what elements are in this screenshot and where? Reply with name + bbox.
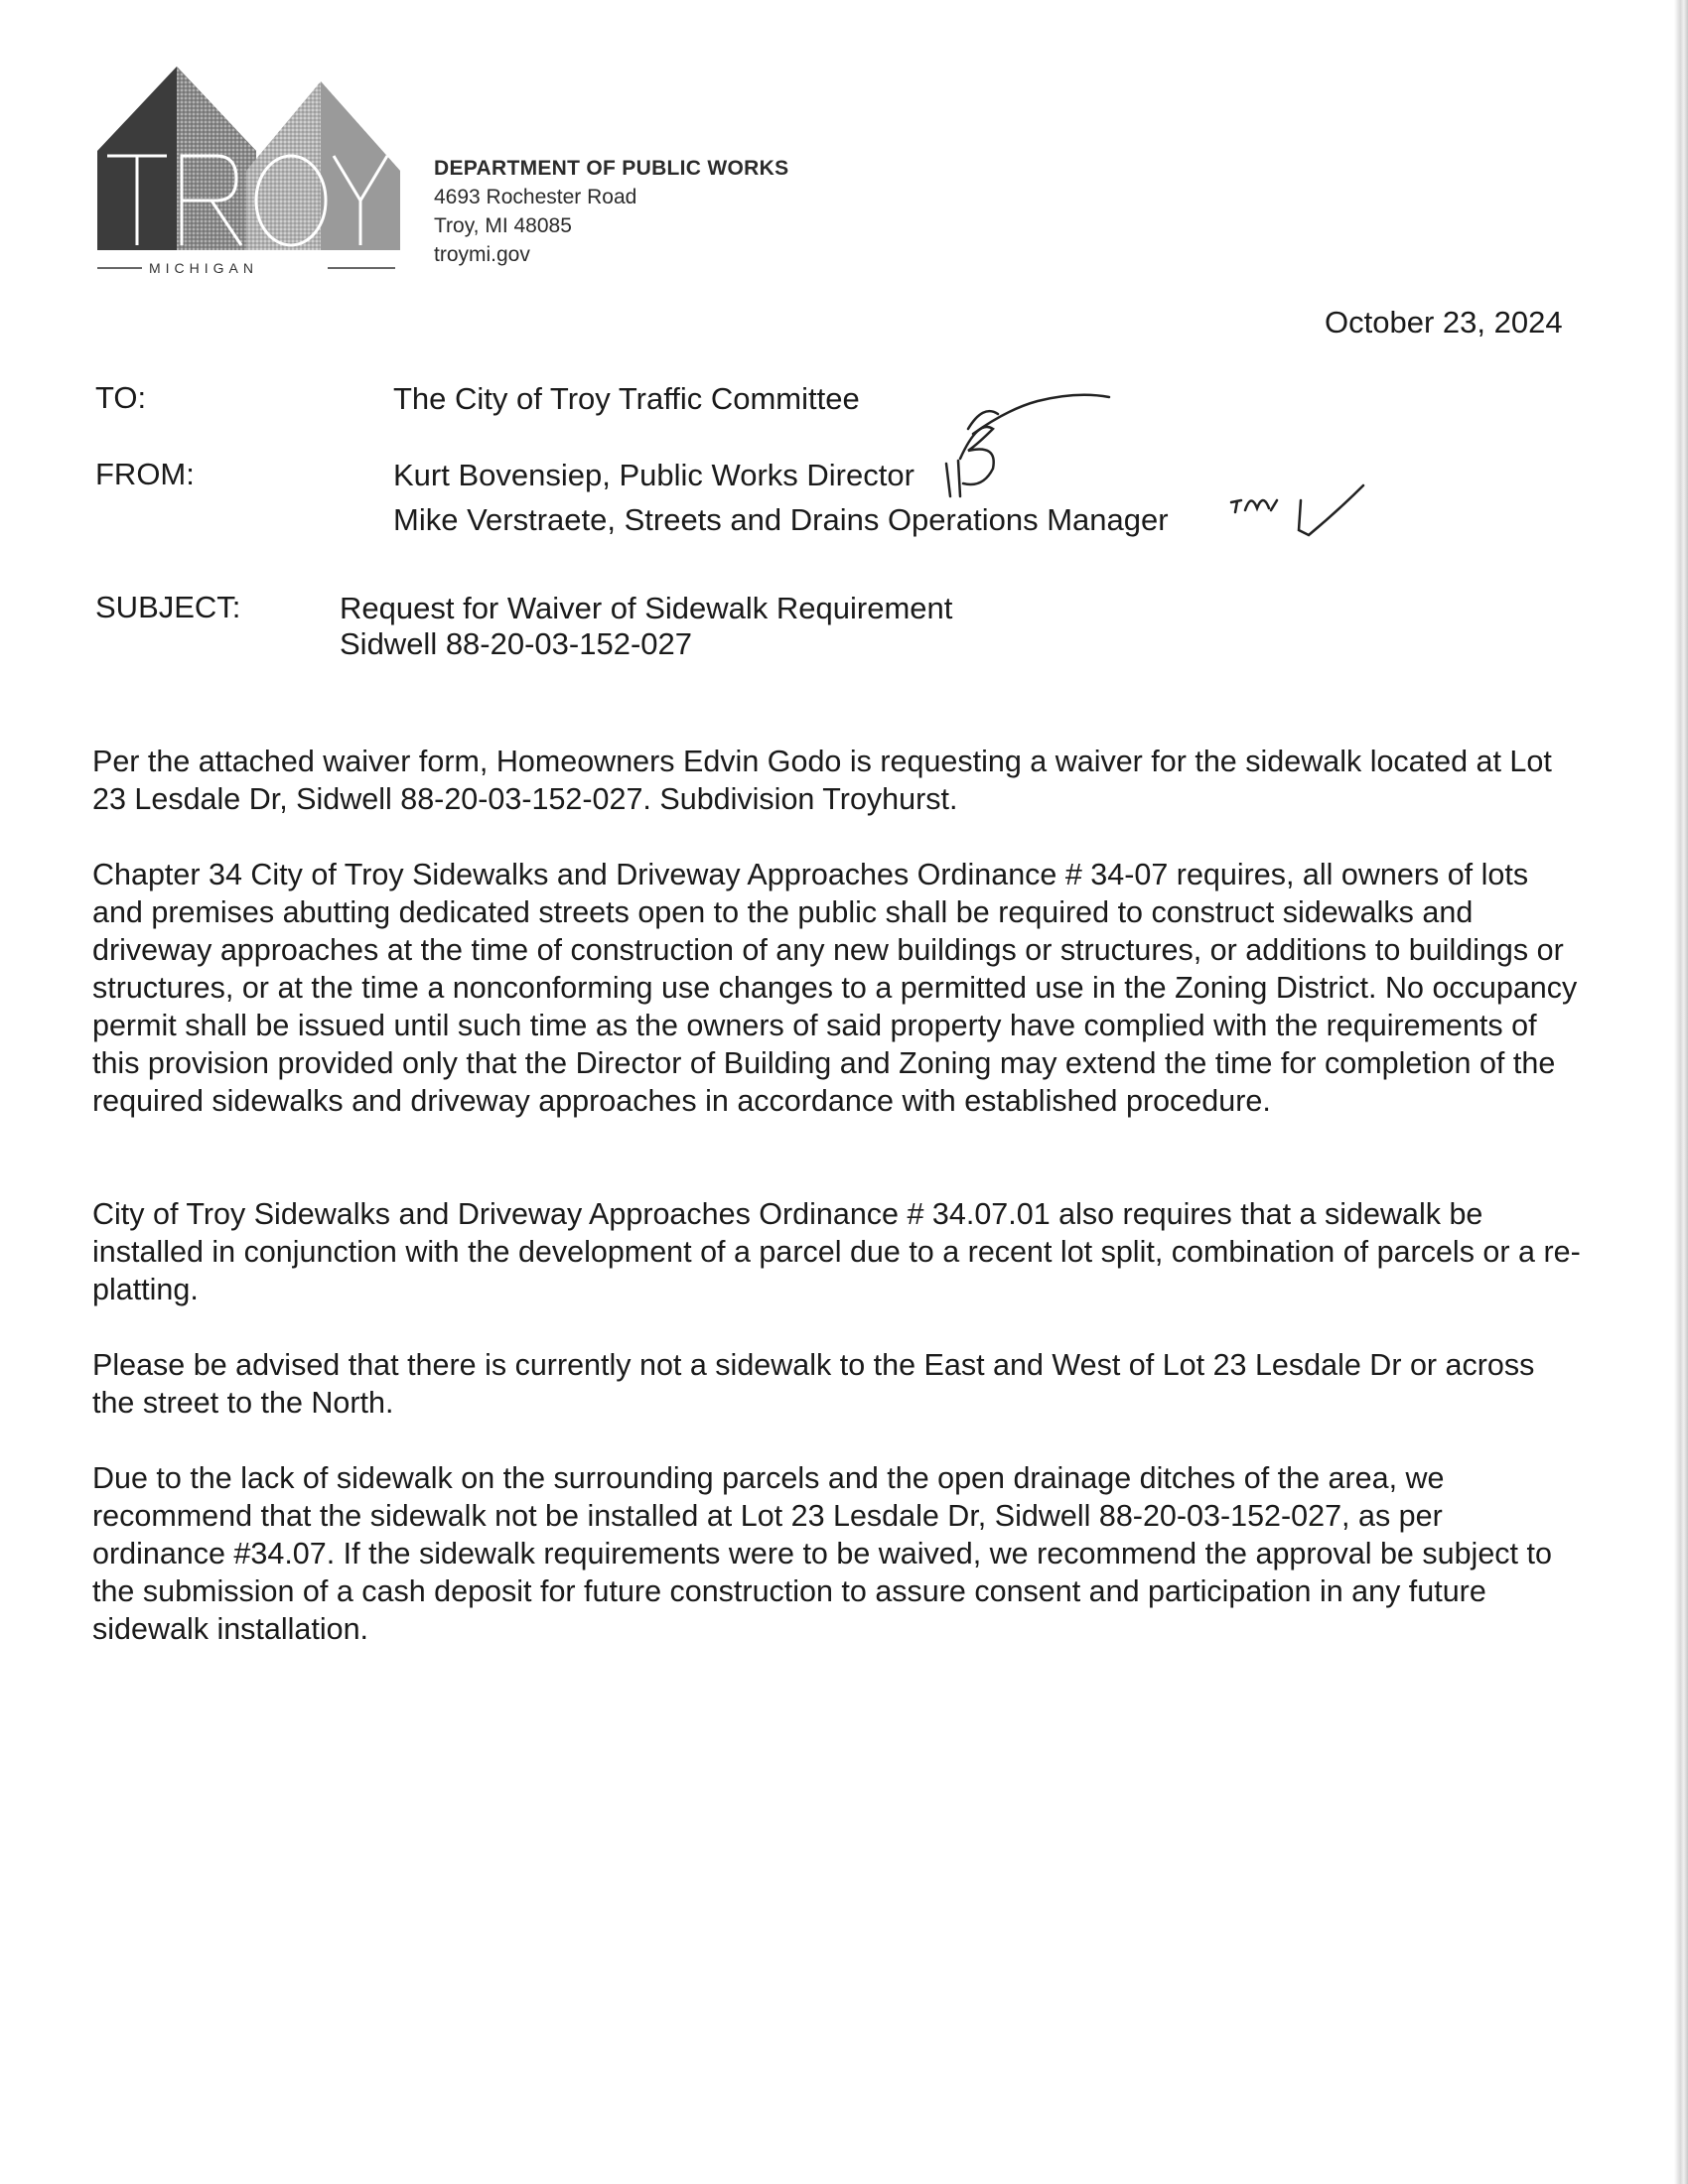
paragraph-2: Chapter 34 City of Troy Sidewalks and Driveway Approaches Ordinance # 34-07 requires, all owners of lots and premises abutting dedicated streets open to the public shall be required to construct sidewalks and driveway approaches at the time of construction of any new buildings or structures, or additions to buildings or structures, or at the time a nonconforming use changes to a permitted use in the Zoning District. No occupancy permit shall be issued until such time as the owners of said property have complied with the requirements of this provision provided only that the Director of Building and Zoning may extend the time for completion of the required sidewalks and driveway approaches in accordance with established procedure. [92,858,1578,1118]
troy-logo [97,62,405,280]
to-label: TO: [95,380,147,415]
address-line-1: 4693 Rochester Road [434,186,637,208]
signature-kb-initials [938,389,1117,498]
to-value: The City of Troy Traffic Committee [393,381,860,416]
troy-logo-graphic [97,62,405,280]
subject-line-2: Sidwell 88-20-03-152-027 [340,626,693,661]
scan-edge [1674,0,1688,2184]
logo-michigan-text: MICHIGAN [149,260,258,276]
paragraph-3: City of Troy Sidewalks and Driveway Approaches Ordinance # 34.07.01 also requires that a sidewalk be installed in conjunction with the development of a parcel due to a recent lot split, combination of parcels or a re-platting. [92,1197,1581,1306]
subject-label: SUBJECT: [95,590,241,624]
department-address [434,154,788,269]
subject-line-1: Request for Waiver of Sidewalk Requirement [340,591,953,625]
signature-mv-initials [1229,480,1368,550]
paragraph-5: Due to the lack of sidewalk on the surrounding parcels and the open drainage ditches of the area, we recommend that the sidewalk not be installed at Lot 23 Lesdale Dr, Sidwell 88-20-03-152-027, as per ordinance #34.07. If the sidewalk requirements were to be waived, we recommend the approval be subject to the submission of a cash deposit for future construction to assure consent and participation in any future sidewalk installation. [92,1461,1552,1646]
from-line-2: Mike Verstraete, Streets and Drains Operations Manager [393,502,1169,537]
from-line-1: Kurt Bovensiep, Public Works Director [393,458,914,492]
from-label: FROM: [95,457,195,491]
address-line-2: Troy, MI 48085 [434,214,572,237]
department-name: DEPARTMENT OF PUBLIC WORKS [434,157,789,180]
website: troymi.gov [434,243,530,266]
paragraph-4: Please be advised that there is currently not a sidewalk to the East and West of Lot 23 Lesdale Dr or across the street to the North. [92,1348,1535,1420]
memo-date: October 23, 2024 [1325,305,1563,340]
paragraph-1: Per the attached waiver form, Homeowners Edvin Godo is requesting a waiver for the sidewalk located at Lot 23 Lesdale Dr, Sidwell 88-20-03-152-027. Subdivision Troyhurst. [92,745,1552,816]
